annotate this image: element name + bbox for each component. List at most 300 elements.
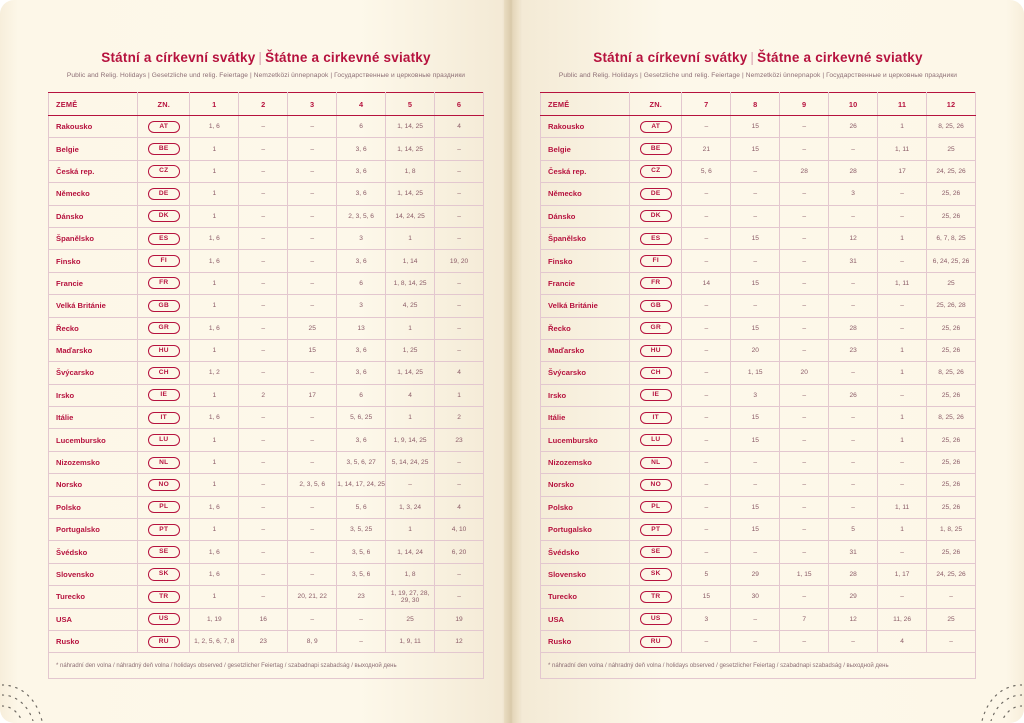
header-row [541, 93, 976, 116]
holiday-days-cell: – [780, 295, 829, 317]
holiday-days-cell: – [829, 474, 878, 496]
holiday-days-cell: 15 [731, 496, 780, 518]
country-code-cell [630, 138, 682, 160]
country-code-badge: US [640, 613, 672, 625]
country-code-cell [138, 339, 190, 361]
holiday-days-cell: – [780, 138, 829, 160]
holiday-days-cell: – [288, 519, 337, 541]
country-code-badge: GB [148, 300, 180, 312]
table-row [49, 474, 484, 496]
holiday-days-cell: 1, 14, 25 [386, 116, 435, 138]
holiday-days-cell: – [239, 138, 288, 160]
holiday-days-cell: 1, 6 [190, 116, 239, 138]
holiday-days-cell: – [878, 384, 927, 406]
holiday-days-cell: – [288, 563, 337, 585]
country-code-badge: GB [640, 300, 672, 312]
holiday-days-cell: 19 [435, 608, 484, 630]
country-code-cell [138, 250, 190, 272]
holiday-days-cell: – [435, 339, 484, 361]
country-code-cell [138, 116, 190, 138]
holiday-days-cell: – [682, 630, 731, 652]
title-separator: | [750, 50, 755, 65]
holiday-days-cell: – [731, 474, 780, 496]
holiday-days-cell: 1 [386, 227, 435, 249]
country-code-badge: AT [148, 121, 180, 133]
country-code-badge: GR [640, 322, 672, 334]
holiday-days-cell: 26 [829, 116, 878, 138]
header-country: ZEMĚ [541, 93, 630, 116]
country-code-badge: TR [640, 591, 672, 603]
holiday-days-cell: – [386, 474, 435, 496]
holiday-days-cell: – [288, 407, 337, 429]
country-code-badge: IT [640, 412, 672, 424]
holiday-days-cell: 3 [682, 608, 731, 630]
country-code-badge: CH [640, 367, 672, 379]
country-code-badge: CZ [148, 165, 180, 177]
country-code-badge: PT [640, 524, 672, 536]
holiday-days-cell: 3 [337, 227, 386, 249]
country-code-cell [630, 250, 682, 272]
holiday-days-cell: – [435, 138, 484, 160]
table-row [541, 563, 976, 585]
country-code-badge: BE [148, 143, 180, 155]
holiday-days-cell: – [878, 250, 927, 272]
holiday-days-cell: 1, 8 [386, 160, 435, 182]
country-code-badge: NO [640, 479, 672, 491]
holiday-days-cell: 3, 5, 6 [337, 563, 386, 585]
holiday-days-cell: – [288, 116, 337, 138]
table-body-left [49, 116, 484, 653]
holiday-days-cell: 25, 26 [927, 474, 976, 496]
holiday-days-cell: 20, 21, 22 [288, 586, 337, 608]
holiday-days-cell: 5, 6 [337, 496, 386, 518]
holiday-days-cell: 15 [731, 407, 780, 429]
holiday-days-cell: 5, 14, 24, 25 [386, 451, 435, 473]
table-row [49, 250, 484, 272]
holiday-days-cell: 1, 14, 24 [386, 541, 435, 563]
country-code-badge: RU [640, 636, 672, 648]
country-name: Rakousko [541, 116, 630, 138]
holiday-days-cell: – [829, 407, 878, 429]
holiday-days-cell: – [780, 451, 829, 473]
country-code-cell [138, 429, 190, 451]
country-name: Portugalsko [541, 519, 630, 541]
holiday-days-cell: – [780, 116, 829, 138]
header-month-3: 3 [288, 93, 337, 116]
holiday-days-cell: 28 [829, 160, 878, 182]
holiday-days-cell: – [780, 407, 829, 429]
holiday-days-cell: 26 [829, 384, 878, 406]
country-name: Rusko [541, 630, 630, 652]
holiday-days-cell: 3, 6 [337, 250, 386, 272]
holiday-days-cell: 13 [337, 317, 386, 339]
holiday-days-cell: 19, 20 [435, 250, 484, 272]
holiday-days-cell: – [682, 295, 731, 317]
holiday-days-cell: – [682, 183, 731, 205]
holiday-days-cell: – [435, 451, 484, 473]
holiday-days-cell: – [239, 407, 288, 429]
holiday-days-cell: 23 [435, 429, 484, 451]
holiday-days-cell: 28 [780, 160, 829, 182]
table-row [541, 317, 976, 339]
country-code-cell [630, 586, 682, 608]
holiday-days-cell: 1, 8 [386, 563, 435, 585]
book-gutter [504, 0, 520, 723]
holiday-days-cell: 1, 6 [190, 541, 239, 563]
holiday-days-cell: 1, 3, 24 [386, 496, 435, 518]
holiday-days-cell: – [780, 250, 829, 272]
holiday-days-cell: 1 [190, 160, 239, 182]
holiday-days-cell: – [780, 183, 829, 205]
country-name: Španělsko [49, 227, 138, 249]
holiday-days-cell: 6, 20 [435, 541, 484, 563]
holiday-days-cell: – [288, 227, 337, 249]
country-code-cell [630, 384, 682, 406]
country-code-badge: IE [148, 389, 180, 401]
holiday-days-cell: 1 [878, 429, 927, 451]
holiday-days-cell: – [927, 630, 976, 652]
country-code-badge: SE [640, 546, 672, 558]
holiday-days-cell: – [288, 205, 337, 227]
country-code-badge: PL [640, 501, 672, 513]
country-code-badge: ES [148, 233, 180, 245]
table-row [49, 339, 484, 361]
holiday-days-cell: – [288, 362, 337, 384]
country-code-cell [138, 563, 190, 585]
table-row [541, 138, 976, 160]
header-country: ZEMĚ [49, 93, 138, 116]
holiday-days-cell: 3, 6 [337, 362, 386, 384]
country-code-cell [138, 496, 190, 518]
country-code-cell [630, 429, 682, 451]
holiday-days-cell: 15 [731, 116, 780, 138]
table-row [49, 227, 484, 249]
country-code-badge: IT [148, 412, 180, 424]
holiday-days-cell: – [435, 227, 484, 249]
holiday-days-cell: 25, 26 [927, 339, 976, 361]
table-row [541, 451, 976, 473]
country-code-badge: DK [640, 210, 672, 222]
holiday-days-cell: – [682, 362, 731, 384]
country-code-badge: RU [148, 636, 180, 648]
holiday-days-cell: 4, 25 [386, 295, 435, 317]
holiday-days-cell: 21 [682, 138, 731, 160]
table-row [541, 630, 976, 652]
table-head-left [49, 93, 484, 116]
country-code-cell [630, 496, 682, 518]
holiday-days-cell: – [288, 541, 337, 563]
table-row [49, 586, 484, 608]
holiday-days-cell: – [780, 429, 829, 451]
holiday-days-cell: – [731, 451, 780, 473]
country-name: Řecko [541, 317, 630, 339]
country-code-badge: FI [148, 255, 180, 267]
holiday-days-cell: 25 [927, 138, 976, 160]
holiday-days-cell: – [682, 384, 731, 406]
table-row [541, 250, 976, 272]
country-code-badge: CZ [640, 165, 672, 177]
country-name: Německo [541, 183, 630, 205]
country-name: Dánsko [49, 205, 138, 227]
holiday-days-cell: – [239, 116, 288, 138]
country-code-badge: NL [148, 457, 180, 469]
table-row [49, 116, 484, 138]
holiday-days-cell: 1 [190, 205, 239, 227]
country-code-badge: LU [148, 434, 180, 446]
holiday-days-cell: 6 [337, 116, 386, 138]
holiday-days-cell: 1, 11 [878, 496, 927, 518]
holiday-days-cell: 6, 24, 25, 26 [927, 250, 976, 272]
country-name: Dánsko [541, 205, 630, 227]
country-name: Itálie [541, 407, 630, 429]
holiday-days-cell: 1 [878, 407, 927, 429]
holiday-days-cell: – [829, 496, 878, 518]
holiday-days-cell: 15 [731, 317, 780, 339]
holiday-days-cell: – [239, 586, 288, 608]
holiday-days-cell: 3, 6 [337, 339, 386, 361]
holiday-days-cell: 1, 6 [190, 407, 239, 429]
country-code-badge: SK [148, 568, 180, 580]
holiday-days-cell: 1 [878, 339, 927, 361]
holiday-days-cell: 1, 25 [386, 339, 435, 361]
country-name: Maďarsko [541, 339, 630, 361]
holiday-days-cell: 1 [878, 227, 927, 249]
country-code-badge: HU [640, 345, 672, 357]
holiday-days-cell: – [682, 116, 731, 138]
holiday-days-cell: – [780, 227, 829, 249]
country-code-cell [630, 608, 682, 630]
holiday-days-cell: 1, 6 [190, 563, 239, 585]
table-row [541, 541, 976, 563]
holiday-days-cell: – [435, 160, 484, 182]
country-name: Portugalsko [49, 519, 138, 541]
holiday-days-cell: 12 [829, 608, 878, 630]
country-code-cell [138, 205, 190, 227]
holiday-days-cell: 1, 11 [878, 272, 927, 294]
holiday-days-cell: 1 [190, 339, 239, 361]
holiday-days-cell: – [878, 586, 927, 608]
right-page [512, 0, 1024, 723]
holiday-days-cell: – [288, 608, 337, 630]
holiday-days-cell: – [682, 317, 731, 339]
holiday-days-cell: – [239, 362, 288, 384]
holiday-days-cell: 31 [829, 250, 878, 272]
country-name: Turecko [541, 586, 630, 608]
holiday-days-cell: – [829, 205, 878, 227]
holiday-days-cell: – [288, 496, 337, 518]
country-name: Finsko [49, 250, 138, 272]
country-name: USA [49, 608, 138, 630]
holiday-days-cell: 15 [731, 272, 780, 294]
country-name: Rakousko [49, 116, 138, 138]
table-row [49, 608, 484, 630]
holiday-days-cell: – [829, 138, 878, 160]
holiday-days-cell: 4, 10 [435, 519, 484, 541]
country-code-badge: PT [148, 524, 180, 536]
footnote-right: * náhradní den volna / náhradný deň volna / holidays observed / gesetzlicher Feiertag / szabadnapi szabadság / выходной день [541, 653, 976, 679]
holiday-days-cell: – [435, 272, 484, 294]
holiday-days-cell: – [780, 586, 829, 608]
table-row [49, 138, 484, 160]
country-code-cell [630, 295, 682, 317]
holidays-table-left [48, 92, 484, 679]
country-code-badge: SK [640, 568, 672, 580]
holiday-days-cell: 25, 26 [927, 317, 976, 339]
header-month-8: 8 [731, 93, 780, 116]
country-name: Maďarsko [49, 339, 138, 361]
country-name: Slovensko [541, 563, 630, 585]
country-code-cell [138, 227, 190, 249]
page-title-sk: Štátne a cirkevné sviatky [757, 50, 923, 65]
holiday-days-cell: – [435, 586, 484, 608]
holiday-days-cell: – [239, 563, 288, 585]
table-row [541, 384, 976, 406]
holiday-days-cell: 1, 14 [386, 250, 435, 272]
holiday-days-cell: – [780, 496, 829, 518]
country-name: Francie [541, 272, 630, 294]
table-row [541, 519, 976, 541]
holiday-days-cell: 1, 11 [878, 138, 927, 160]
holiday-days-cell: – [682, 407, 731, 429]
country-name: Francie [49, 272, 138, 294]
holiday-days-cell: – [878, 451, 927, 473]
country-code-badge: FR [148, 277, 180, 289]
country-name: Švýcarsko [541, 362, 630, 384]
page-title-cs: Státní a církevní svátky [101, 50, 256, 65]
holiday-days-cell: 1, 14, 25 [386, 183, 435, 205]
holiday-days-cell: 2, 3, 5, 6 [288, 474, 337, 496]
country-name: Polsko [49, 496, 138, 518]
holiday-days-cell: – [682, 227, 731, 249]
holiday-days-cell: 5, 6, 25 [337, 407, 386, 429]
holiday-days-cell: – [288, 183, 337, 205]
country-code-badge: CH [148, 367, 180, 379]
country-code-cell [138, 608, 190, 630]
holiday-days-cell: – [878, 295, 927, 317]
holiday-days-cell: – [435, 317, 484, 339]
table-row [49, 496, 484, 518]
country-code-cell [138, 362, 190, 384]
holiday-days-cell: 23 [829, 339, 878, 361]
table-row [49, 183, 484, 205]
country-code-badge: DE [148, 188, 180, 200]
holiday-days-cell: – [288, 250, 337, 272]
holiday-days-cell: – [780, 317, 829, 339]
country-code-badge: NO [148, 479, 180, 491]
holiday-days-cell: – [829, 451, 878, 473]
holiday-days-cell: – [682, 205, 731, 227]
holidays-table-right [540, 92, 976, 679]
holiday-days-cell: – [435, 183, 484, 205]
holiday-days-cell: – [239, 205, 288, 227]
holiday-days-cell: – [435, 563, 484, 585]
country-code-badge: HU [148, 345, 180, 357]
holiday-days-cell: – [288, 451, 337, 473]
table-row [49, 362, 484, 384]
holiday-days-cell: 1, 2 [190, 362, 239, 384]
country-code-cell [630, 317, 682, 339]
holiday-days-cell: 1 [190, 451, 239, 473]
holiday-days-cell: 5 [829, 519, 878, 541]
holiday-days-cell: – [435, 474, 484, 496]
country-code-cell [630, 227, 682, 249]
holiday-days-cell: – [878, 183, 927, 205]
holiday-days-cell: – [682, 451, 731, 473]
table-row [541, 608, 976, 630]
holiday-days-cell: 11, 26 [878, 608, 927, 630]
holiday-days-cell: 3 [731, 384, 780, 406]
holiday-days-cell: 15 [731, 429, 780, 451]
holiday-days-cell: 12 [829, 227, 878, 249]
holiday-days-cell: – [682, 429, 731, 451]
country-code-cell [630, 116, 682, 138]
holiday-days-cell: – [927, 586, 976, 608]
country-code-cell [138, 384, 190, 406]
holiday-days-cell: 14, 24, 25 [386, 205, 435, 227]
holiday-days-cell: – [337, 608, 386, 630]
holiday-days-cell: – [780, 474, 829, 496]
country-code-cell [138, 541, 190, 563]
holiday-days-cell: 12 [435, 630, 484, 652]
country-code-cell [138, 519, 190, 541]
holiday-days-cell: 1, 8, 14, 25 [386, 272, 435, 294]
table-row [541, 407, 976, 429]
holiday-days-cell: – [435, 205, 484, 227]
holiday-days-cell: 31 [829, 541, 878, 563]
holiday-days-cell: 1 [878, 362, 927, 384]
holiday-days-cell: – [780, 205, 829, 227]
holiday-days-cell: 3, 6 [337, 138, 386, 160]
holiday-days-cell: 1 [190, 295, 239, 317]
holiday-days-cell: – [288, 295, 337, 317]
holiday-days-cell: 1, 14, 25 [386, 362, 435, 384]
country-code-cell [630, 362, 682, 384]
table-row [541, 474, 976, 496]
country-name: Španělsko [541, 227, 630, 249]
holiday-days-cell: 1, 14, 17, 24, 25 [337, 474, 386, 496]
holiday-days-cell: – [682, 339, 731, 361]
country-name: Lucembursko [541, 429, 630, 451]
holiday-days-cell: – [731, 183, 780, 205]
holiday-days-cell: – [731, 630, 780, 652]
holiday-days-cell: – [731, 295, 780, 317]
country-code-cell [138, 451, 190, 473]
holiday-days-cell: 1, 15 [731, 362, 780, 384]
table-row [541, 429, 976, 451]
country-name: Itálie [49, 407, 138, 429]
holiday-days-cell: 23 [239, 630, 288, 652]
country-code-badge: FR [640, 277, 672, 289]
holiday-days-cell: 8, 25, 26 [927, 407, 976, 429]
holiday-days-cell: 28 [829, 563, 878, 585]
holiday-days-cell: 5, 6 [682, 160, 731, 182]
header-month-7: 7 [682, 93, 731, 116]
country-code-cell [138, 138, 190, 160]
holiday-days-cell: – [682, 541, 731, 563]
holiday-days-cell: 3, 6 [337, 429, 386, 451]
holiday-days-cell: 1 [386, 407, 435, 429]
country-code-cell [630, 272, 682, 294]
holiday-days-cell: 6 [337, 272, 386, 294]
holiday-days-cell: – [731, 160, 780, 182]
holiday-days-cell: – [682, 250, 731, 272]
holiday-days-cell: 25, 26 [927, 541, 976, 563]
holiday-days-cell: – [829, 362, 878, 384]
table-row [541, 205, 976, 227]
holiday-days-cell: – [780, 541, 829, 563]
country-code-badge: LU [640, 434, 672, 446]
holiday-days-cell: 3 [337, 295, 386, 317]
